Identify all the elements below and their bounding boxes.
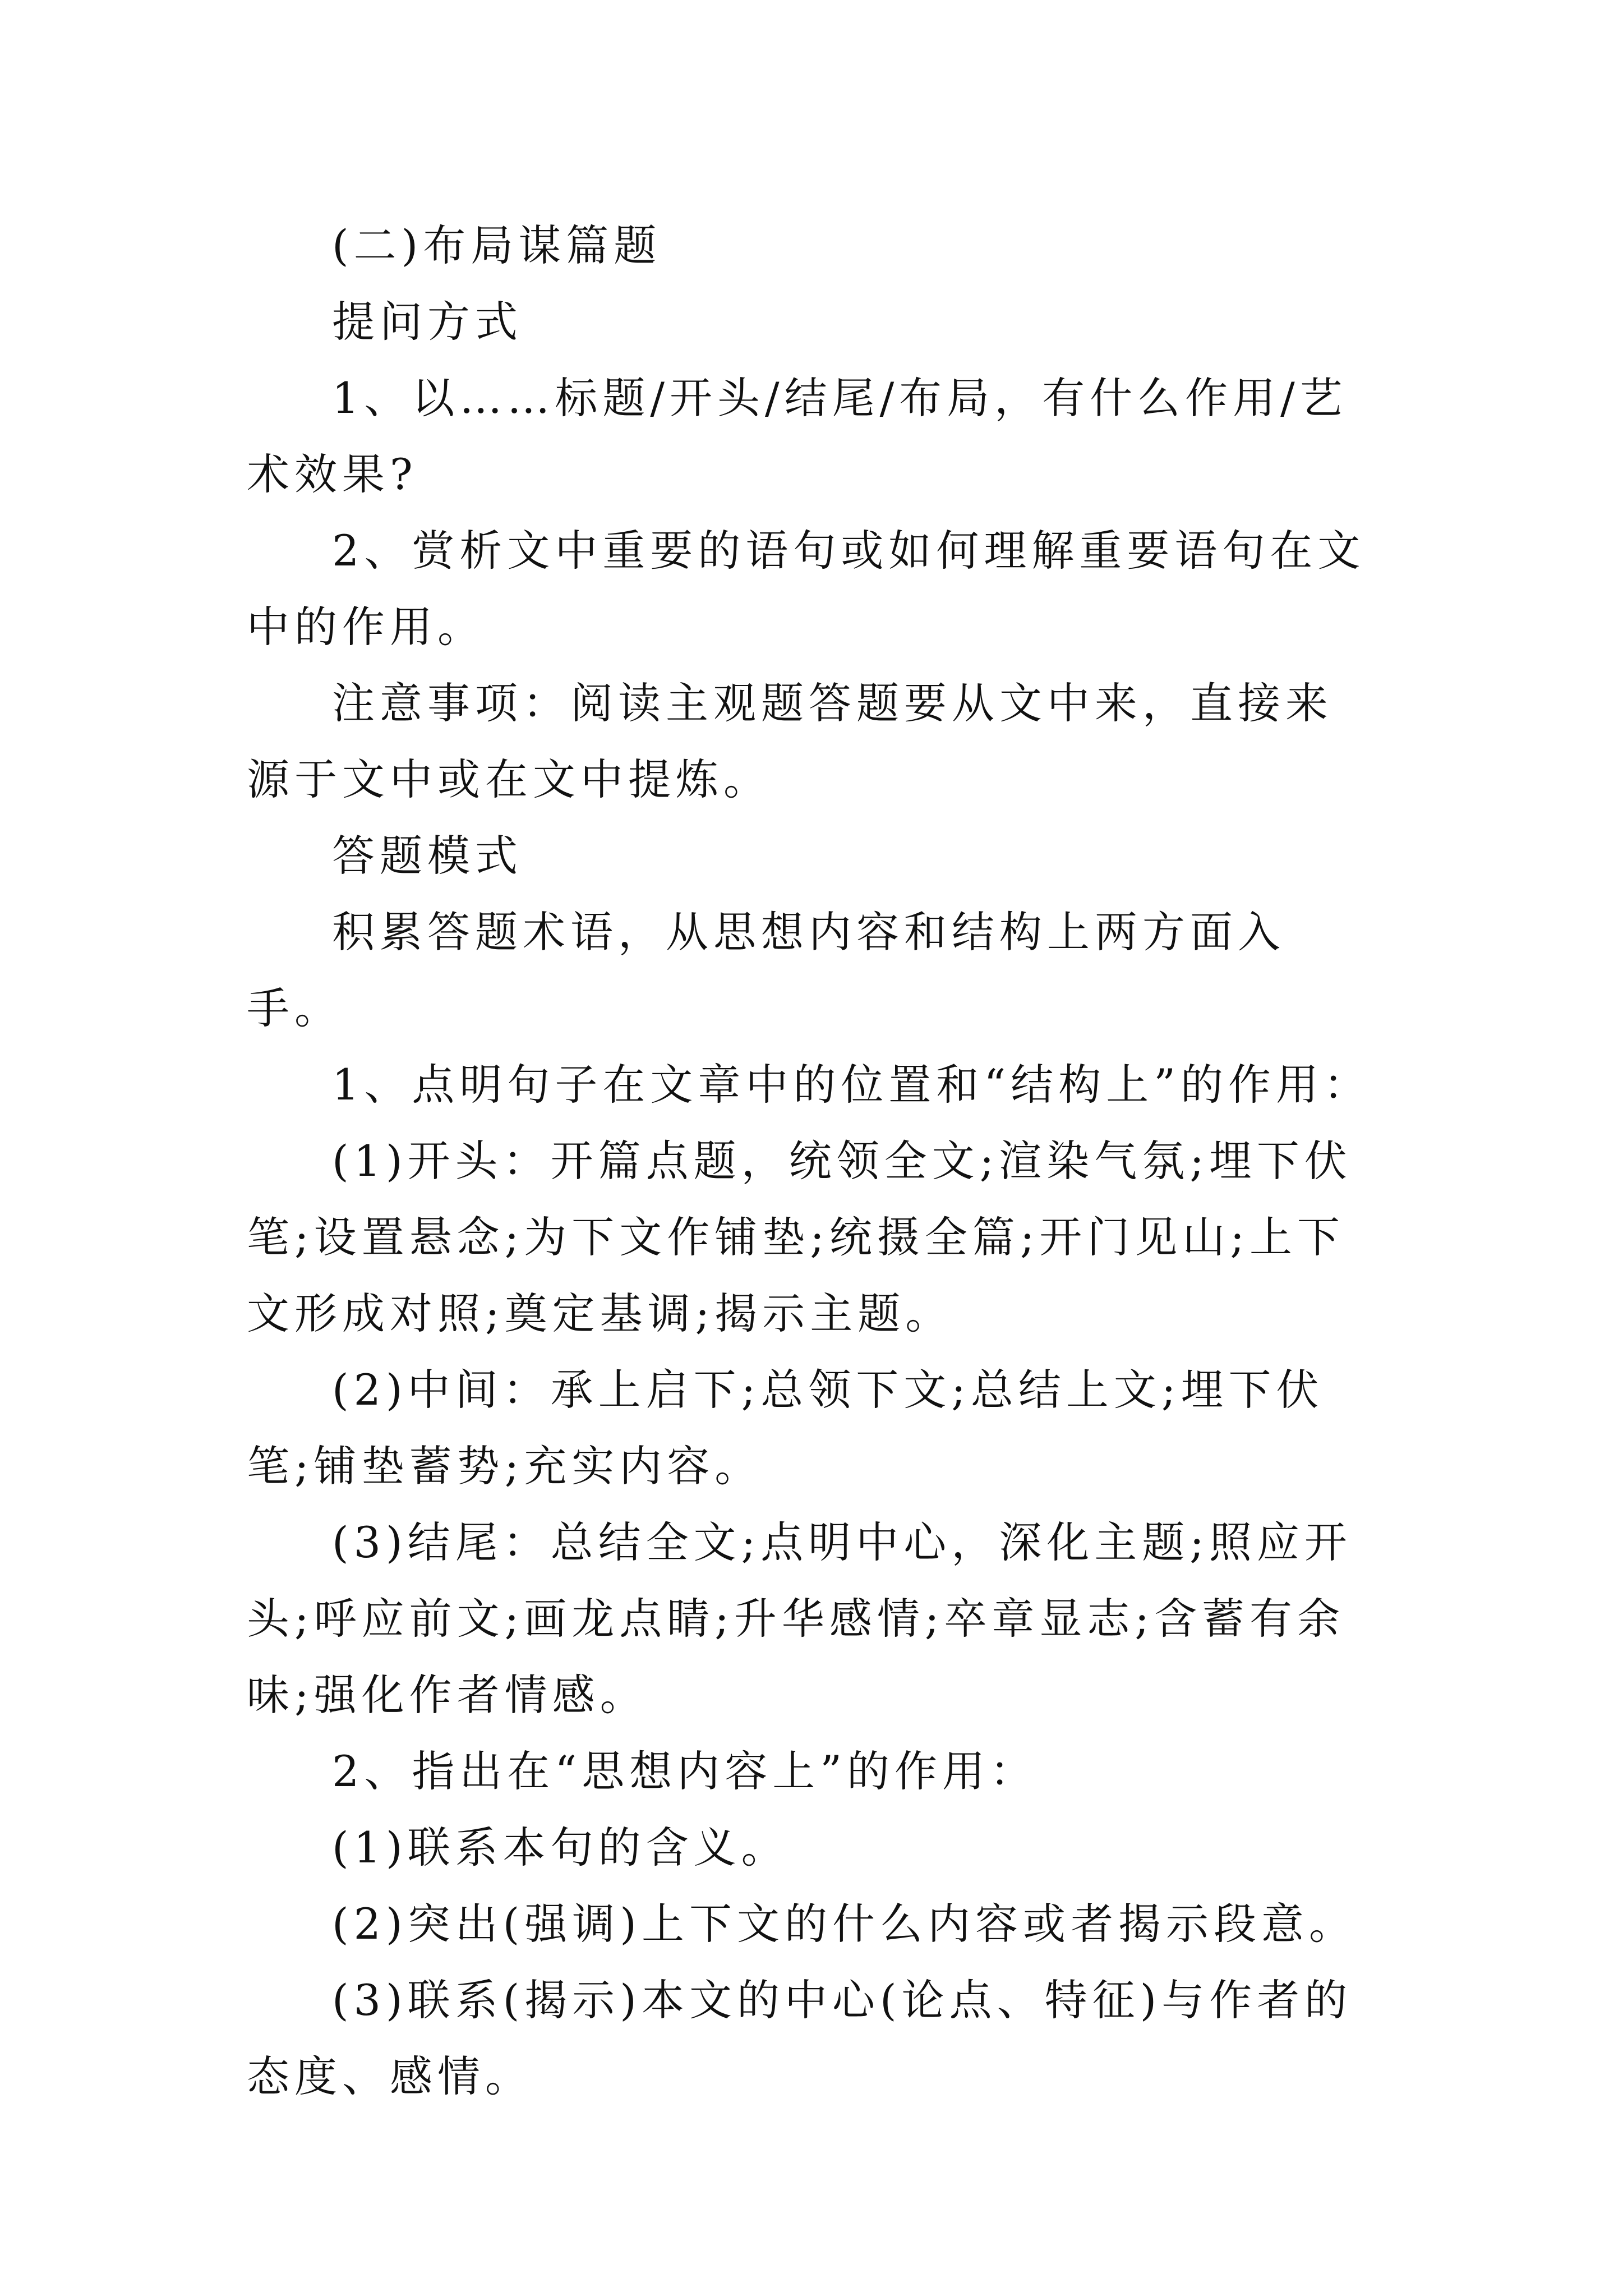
paragraph: (1)开头：开篇点题，统领全文;渲染气氛;埋下伏笔;设置悬念;为下文作铺垫;统摄全篇;开门见山;上下文形成对照;奠定基调;揭示主题。: [247, 1136, 1352, 1338]
paragraph: 注意事项：阅读主观题答题要从文中来，直接来源于文中或在文中提炼。: [247, 678, 1333, 804]
subheading-question-types: 提问方式: [332, 297, 523, 347]
paragraph: (2)中间：承上启下;总领下文;总结上文;埋下伏笔;铺垫蓄势;充实内容。: [247, 1365, 1324, 1491]
paragraph: 积累答题术语，从思想内容和结构上两方面入手。: [247, 907, 1285, 1033]
paragraph: 1、点明句子在文章中的位置和“结构上”的作用：: [332, 1060, 1372, 1110]
paragraph: 1、以……标题/开头/结尾/布局，有什么作用/艺术效果?: [247, 373, 1348, 499]
paragraph: 2、指出在“思想内容上”的作用：: [332, 1746, 1038, 1796]
subheading-answer-mode: 答题模式: [332, 831, 523, 881]
paragraph: (3)结尾：总结全文;点明中心，深化主题;照应开头;呼应前文;画龙点睛;升华感情;卒章显志;含蓄有余味;强化作者情感。: [247, 1517, 1352, 1720]
paragraph: 2、赏析文中重要的语句或如何理解重要语句在文中的作用。: [247, 526, 1366, 652]
document-body: [247, 208, 1380, 2115]
paragraph: (3)联系(揭示)本文的中心(论点、特征)与作者的态度、感情。: [247, 1975, 1353, 2101]
paragraph: (1)联系本句的含义。: [332, 1823, 789, 1872]
paragraph: (2)突出(强调)上下文的什么内容或者揭示段意。: [332, 1899, 1357, 1949]
section-heading: (二)布局谋篇题: [332, 220, 662, 270]
